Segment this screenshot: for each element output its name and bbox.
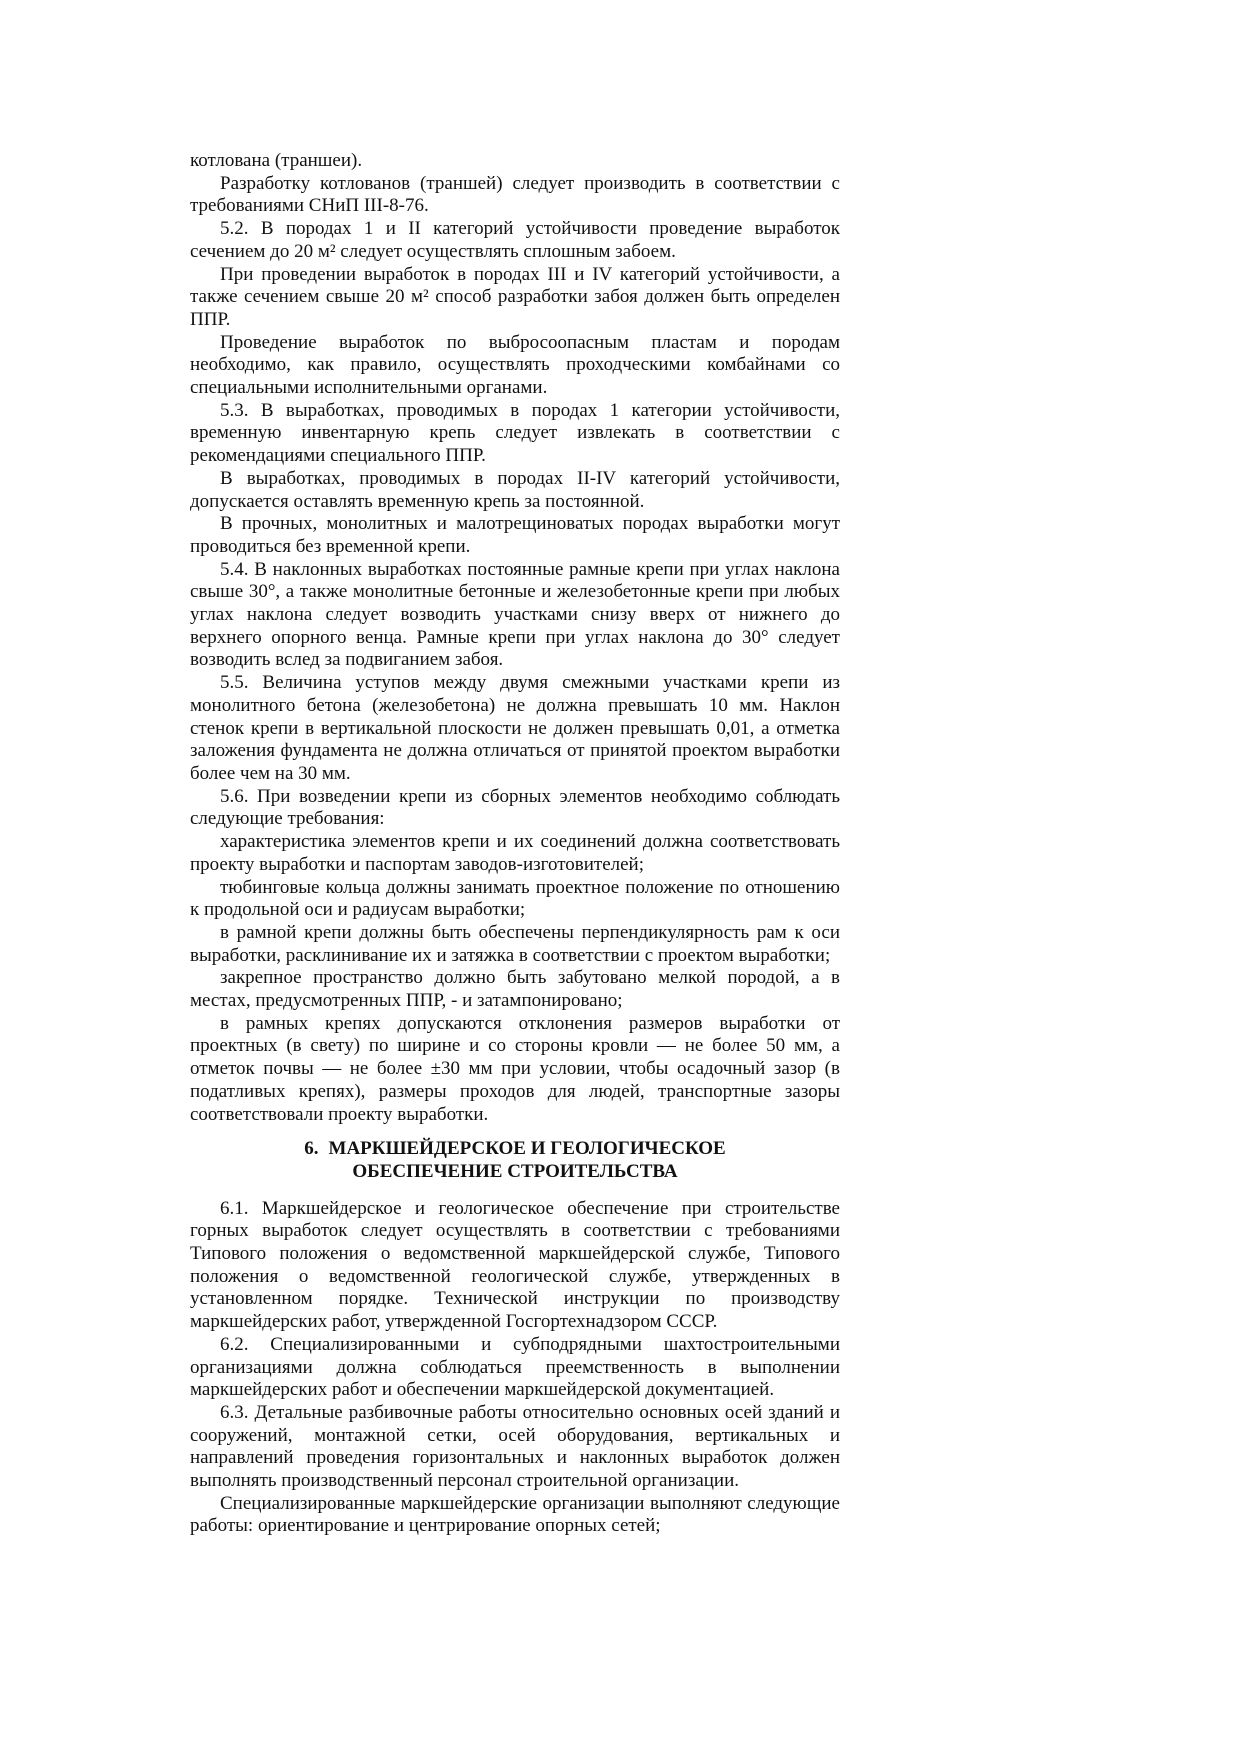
heading-text-2: ОБЕСПЕЧЕНИЕ СТРОИТЕЛЬСТВА [352,1160,678,1182]
paragraph: При проведении выработок в породах III и IV категорий устойчивости, а также сечением свыше 20 м² способ разработки забоя должен быть определен ППР. [190,263,840,330]
paragraphs-before [190,150,840,1126]
paragraph: В выработках, проводимых в породах II-IV категорий устойчивости, допускается оставлять временную крепь за постоянной. [190,467,840,512]
paragraph: в рамных крепях допускаются отклонения размеров выработки от проектных (в свету) по ширине и со стороны кровли — не более 50 мм, а отметок почвы — не более ±30 мм при условии, чтобы осадочный зазор (в податливых крепях), размеры проходов для людей, транспортные зазоры соответствовали проекту выработки. [190,1012,840,1125]
section-heading [190,1138,840,1183]
paragraph: котлована (траншеи). [190,150,363,171]
paragraph: 6.2. Специализированными и субподрядными шахтостроительными организациями должна соблюдаться преемственность в выполнении маркшейдерских работ и обеспечении маркшейдерской документацией. [190,1333,840,1401]
paragraph: закрепное пространство должно быть забутовано мелкой породой, а в местах, предусмотренных ППР, - и затампонировано; [190,967,840,1012]
heading-line-1 [190,1138,840,1161]
heading-text-1: МАРКШЕЙДЕРСКОЕ И ГЕОЛОГИЧЕСКОЕ [328,1138,726,1160]
paragraph: 6.3. Детальные разбивочные работы относительно основных осей зданий и сооружений, монтажной сетки, осей оборудования, вертикальных и направлений проведения горизонтальных и наклонных выработок должен выполнять производственный персонал строительной организации. [190,1401,840,1492]
paragraph: В прочных, монолитных и малотрещиноватых породах выработки могут проводиться без временной крепи. [190,513,840,557]
paragraph: 5.3. В выработках, проводимых в породах 1 категории устойчивости, временную инвентарную крепь следует извлекать в соответствии с рекомендациями специального ППР. [190,399,840,467]
paragraph: 6.1. Маркшейдерское и геологическое обеспечение при строительстве горных выработок следует осуществлять в соответствии с требованиями Типового положения о ведомственной маркшейдерской службе, Типового положения о ведомственной геологической службе, утвержденных в установленном порядке. Технической инструкции по производству маркшейдерских работ, утвержденной Госгортехнадзором СССР. [190,1197,840,1333]
paragraph: 5.6. При возведении крепи из сборных элементов необходимо соблюдать следующие требования: [190,785,840,830]
paragraph: 5.5. Величина уступов между двумя смежными участками крепи из монолитного бетона (железобетона) не должна превышать 10 мм. Наклон стенок крепи в вертикальной плоскости не должен превышать 0,01, а отметка заложения фундамента не должна отличаться от принятой проектом выработки более чем на 30 мм. [190,672,840,784]
paragraph: 5.4. В наклонных выработках постоянные рамные крепи при углах наклона свыше 30°, а также монолитные бетонные и железобетонные крепи при любых углах наклона следует возводить участками снизу вверх от нижнего до верхнего опорного венца. Рамные крепи при углах наклона до 30° следует возводить вслед за подвиганием забоя. [190,558,840,671]
paragraph: в рамной крепи должны быть обеспечены перпендикулярность рам к оси выработки, расклинивание их и затяжка в соответствии с проектом выработки; [190,921,840,966]
document-page [190,150,840,1538]
paragraph: Специализированные маркшейдерские организации выполняют следующие работы: ориентирование и центрирование опорных сетей; [190,1492,840,1537]
paragraph: тюбинговые кольца должны занимать проектное положение по отношению к продольной оси и радиусам выработки; [190,876,840,921]
paragraph: Проведение выработок по выбросоопасным пластам и породам необходимо, как правило, осуществлять проходческими комбайнами со специальными исполнительными органами. [190,331,840,399]
paragraphs-after [190,1198,840,1539]
paragraph: Разработку котлованов (траншей) следует производить в соответствии с требованиями СНиП III-8-76. [190,172,840,217]
paragraph: 5.2. В породах 1 и II категорий устойчивости проведение выработок сечением до 20 м² следует осуществлять сплошным забоем. [190,218,840,262]
paragraph: характеристика элементов крепи и их соединений должна соответствовать проекту выработки и паспортам заводов-изготовителей; [190,831,840,875]
heading-number: 6. [304,1138,319,1160]
